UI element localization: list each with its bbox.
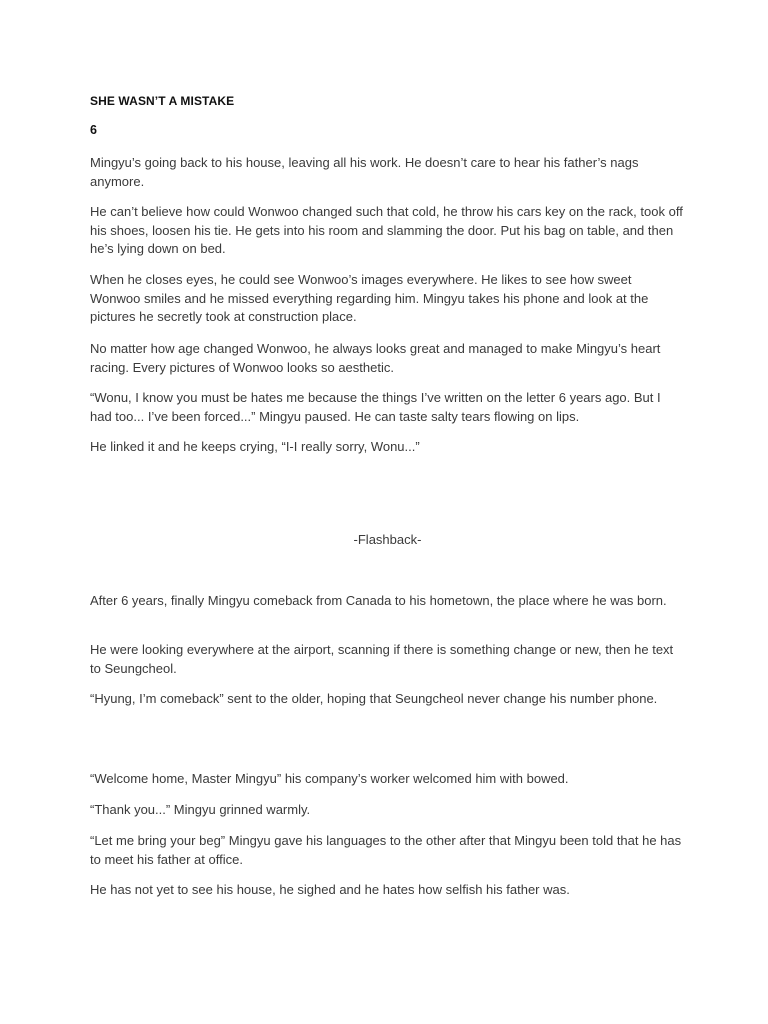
- paragraph: “Let me bring your beg” Mingyu gave his languages to the other after that Mingyu been told that he has to meet his father at office.: [90, 833, 682, 867]
- paragraph: He has not yet to see his house, he sighed and he hates how selfish his father was.: [90, 882, 570, 897]
- paragraph: When he closes eyes, he could see Wonwoo’s images everywhere. He likes to see how sweet Wonwoo smiles and he missed everything regarding him. Mingyu takes his phone and look at the pictures he secretly took at construction place.: [90, 272, 649, 324]
- flashback-heading: -Flashback-: [353, 532, 422, 547]
- paragraph: He were looking everywhere at the airport, scanning if there is something change or new, then he text to Seungcheol.: [90, 642, 674, 676]
- paragraph: “Welcome home, Master Mingyu” his company’s worker welcomed him with bowed.: [90, 771, 569, 786]
- paragraph: No matter how age changed Wonwoo, he always looks great and managed to make Mingyu’s heart racing. Every pictures of Wonwoo looks so aesthetic.: [90, 341, 661, 375]
- story-title: SHE WASN’T A MISTAKE: [90, 94, 235, 108]
- paragraph: “Thank you...” Mingyu grinned warmly.: [90, 802, 311, 817]
- paragraph: “Wonu, I know you must be hates me because the things I’ve written on the letter 6 years ago. But I had too... I’ve been forced...” Mingyu paused. He can taste salty tears flowing on lips.: [90, 390, 661, 424]
- paragraph: He can’t believe how could Wonwoo changed such that cold, he throw his cars key on the rack, took off his shoes, loosen his tie. He gets into his room and slamming the door. Put his bag on table, and then he’s lying down on bed.: [90, 204, 683, 256]
- paragraph: After 6 years, finally Mingyu comeback from Canada to his hometown, the place where he was born.: [90, 593, 667, 608]
- chapter-number: 6: [90, 123, 97, 137]
- paragraph: He linked it and he keeps crying, “I-I really sorry, Wonu...”: [90, 439, 420, 454]
- paragraph: “Hyung, I’m comeback” sent to the older, hoping that Seungcheol never change his number phone.: [90, 691, 658, 706]
- paragraph: Mingyu’s going back to his house, leaving all his work. He doesn’t care to hear his father’s nags anymore.: [90, 155, 639, 189]
